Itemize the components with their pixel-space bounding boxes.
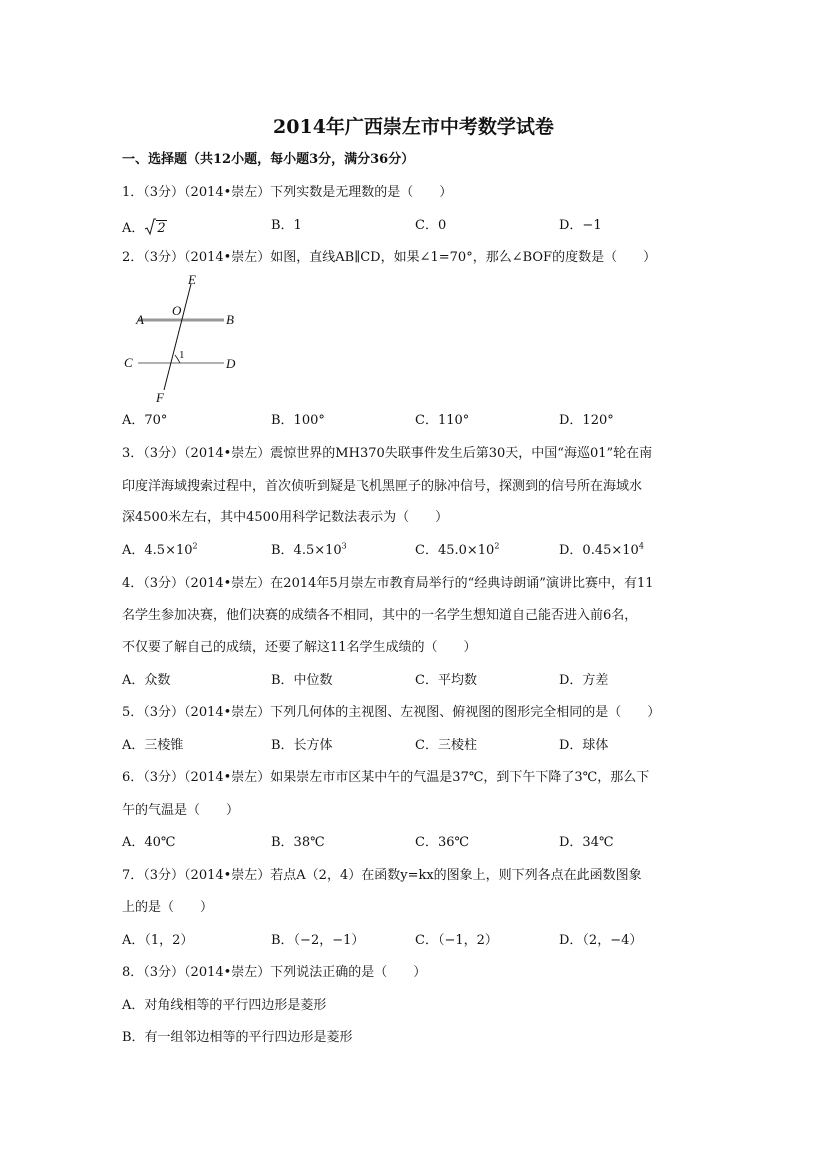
option-d-exponent: 4	[638, 541, 644, 551]
question-7-option-c: C．（−1，2）	[415, 933, 498, 948]
question-5-stem: 5．（3分）（2014•崇左）下列几何体的主视图、左视图、俯视图的图形完全相同的是（ ）	[122, 705, 661, 720]
option-a-exponent: 2	[192, 541, 198, 551]
label-a: A	[136, 312, 144, 327]
question-6-option-d: D．34℃	[559, 835, 614, 850]
question-5-option-d: D．球体	[559, 738, 609, 753]
question-1-stem: 1．（3分）（2014•崇左）下列实数是无理数的是（ ）	[122, 185, 453, 200]
question-4-line-1: 4．（3分）（2014•崇左）在2014年5月崇左市教育局举行的“经典诗朗诵”演讲比赛中，有11	[122, 576, 654, 591]
question-8-option-a: A．对角线相等的平行四边形是菱形	[122, 998, 327, 1013]
question-5-option-b: B．长方体	[271, 738, 333, 753]
option-d-base: D．0.45×10	[559, 543, 639, 558]
question-1-option-c: C．0	[415, 218, 447, 233]
question-5-option-c: C．三棱柱	[415, 738, 477, 753]
question-7-option-d: D．（2，−4）	[559, 933, 643, 948]
question-7-line-2: 上的是（ ）	[122, 900, 214, 915]
label-f: F	[156, 390, 164, 405]
question-2-stem: 2．（3分）（2014•崇左）如图，直线AB∥CD，如果∠1=70°，那么∠BOF的度数是（ ）	[122, 250, 657, 265]
question-3-line-3: 深4500米左右，其中4500用科学记数法表示为（ ）	[122, 510, 449, 525]
question-3-line-1: 3．（3分）（2014•崇左）震惊世界的MH370失联事件发生后第30天，中国“海巡01”轮在南	[122, 446, 653, 461]
question-4-option-c: C．平均数	[415, 673, 477, 688]
question-3-option-a	[122, 543, 198, 559]
line-ef	[164, 284, 191, 390]
question-8-stem: 8．（3分）（2014•崇左）下列说法正确的是（ ）	[122, 965, 427, 980]
label-e: E	[188, 272, 196, 287]
question-8-option-b: B．有一组邻边相等的平行四边形是菱形	[122, 1030, 353, 1045]
question-7-option-a: A．（1，2）	[122, 933, 194, 948]
label-angle-1: 1	[179, 349, 185, 361]
parallel-lines-figure	[120, 272, 250, 407]
page-title: 2014年广西崇左市中考数学试卷	[273, 116, 554, 138]
question-7-option-b: B．（−2，−1）	[271, 933, 365, 948]
question-7-line-1: 7．（3分）（2014•崇左）若点A（2，4）在函数y=kx的图象上，则下列各点在此函数图象	[122, 868, 642, 883]
label-d: D	[226, 356, 236, 371]
question-3-line-2: 印度洋海域搜索过程中，首次侦听到疑是飞机黑匣子的脉冲信号，探测到的信号所在海域水	[122, 479, 643, 494]
question-2-option-b: B．100°	[271, 413, 325, 428]
option-b-base: B．4.5×10	[271, 543, 342, 558]
option-b-exponent: 3	[341, 541, 347, 551]
label-o: O	[172, 303, 182, 318]
sqrt-symbol	[144, 218, 166, 237]
question-4-option-a: A．众数	[122, 673, 171, 688]
option-c-exponent: 2	[494, 541, 500, 551]
label-c: C	[124, 355, 133, 370]
question-1-option-b: B．1	[271, 218, 302, 233]
question-6-line-2: 午的气温是（ ）	[122, 803, 240, 818]
question-6-option-c: C．36℃	[415, 835, 470, 850]
question-3-option-c	[415, 543, 499, 559]
question-4-line-3: 不仅要了解自己的成绩，还要了解这11名学生成绩的（ ）	[122, 640, 477, 655]
sqrt-radicand: 2	[157, 221, 166, 236]
question-3-option-d	[559, 543, 644, 559]
question-6-option-a: A．40℃	[122, 835, 176, 850]
question-4-line-2: 名学生参加决赛，他们决赛的成绩各不相同，其中的一名学生想知道自己能否进入前6名，	[122, 608, 638, 623]
question-1-option-a	[122, 218, 167, 237]
label-b: B	[226, 312, 234, 327]
question-2-option-d: D．120°	[559, 413, 614, 428]
question-3-option-b	[271, 543, 347, 559]
question-2-option-a: A．70°	[122, 413, 168, 428]
question-1-option-d: D．−1	[559, 218, 602, 233]
question-5-option-a: A．三棱锥	[122, 738, 184, 753]
section-heading: 一、选择题（共12小题，每小题3分，满分36分）	[122, 152, 415, 167]
question-2-option-c: C．110°	[415, 413, 470, 428]
question-4-option-d: D．方差	[559, 673, 609, 688]
option-c-base: C．45.0×10	[415, 543, 495, 558]
question-4-option-b: B．中位数	[271, 673, 333, 688]
option-a-base: A．4.5×10	[122, 543, 193, 558]
question-6-option-b: B．38℃	[271, 835, 325, 850]
question-6-line-1: 6．（3分）（2014•崇左）如果崇左市市区某中午的气温是37℃，到下午下降了3℃，那么下	[122, 770, 650, 785]
option-a-label: A．	[122, 221, 145, 236]
